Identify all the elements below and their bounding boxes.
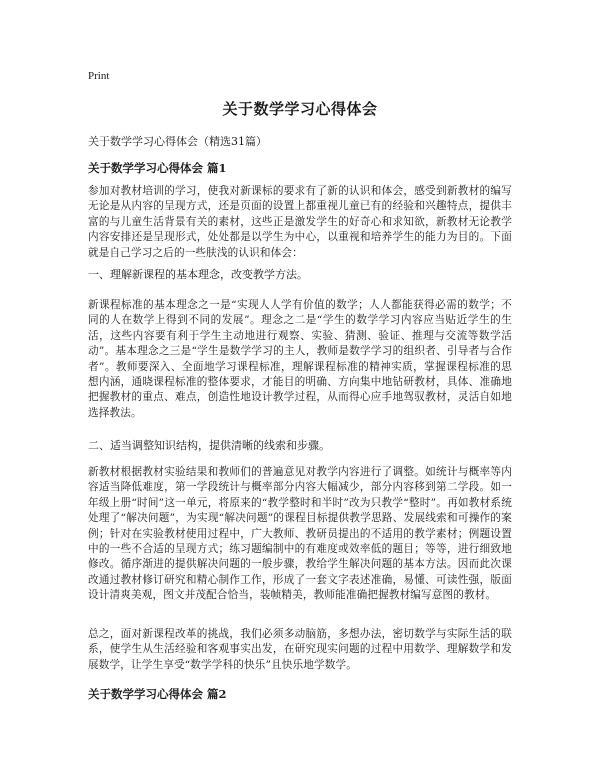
conclusion-paragraph: 总之，面对新课程改革的挑战，我们必须多动脑筋，多想办法，密切数学与实际生活的联系，使学生从生活经验和客观事实出发，在研究现实问题的过程中用数学、理解数学和发展数学，让学生享受“数学学科的快乐”且快乐地学数学。 bbox=[88, 628, 512, 671]
print-link[interactable]: Print bbox=[88, 70, 110, 82]
section-heading-2: 关于数学学习心得体会 篇2 bbox=[88, 687, 227, 701]
section-heading-1: 关于数学学习心得体会 篇1 bbox=[88, 161, 227, 175]
point-1-heading: 一、理解新课程的基本理念，改变教学方法。 bbox=[88, 268, 308, 281]
point-2-heading: 二、适当调整知识结构，提供清晰的线索和步骤。 bbox=[88, 439, 330, 452]
intro-paragraph: 参加对教材培训的学习，使我对新课标的要求有了新的认识和体会，感受到新教材的编写无论是从内容的呈现方式，还是页面的设置上都重视儿童已有的经验和兴趣特点，提供丰富的与儿童生活背景有关的素材，这些正是激发学生的好奇心和求知欲，新教材无论教学内容安排还是呈现形式，处处都是以学生为中心，以重视和培养学生的能力为目的。下面就是自己学习之后的一些肤浅的认识和体会： bbox=[88, 185, 512, 259]
point-2-paragraph: 新教材根据教材实验结果和教师们的普遍意见对教学内容进行了调整。如统计与概率等内容适当降低难度，第一学段统计与概率部分内容大幅减少，部分内容移到第二学段。如一年级上册“时间”这一单元，将原来的“教学整时和半时”改为只教学“整时”。再如教材系统处理了“解决问题”，为实现“解决问题”的课程目标提供教学思路、发展线索和可操作的案例；针对在实验教材使用过程中，广大教师、教研员提出的不适用的教学素材；例题设置中的一些不合适的呈现方式；练习题编制中的有难度或效率低的题目；等等，进行细致地修改。循序渐进的提供解决问题的一般步骤，教给学生解决问题的基本方法。因而此次课改通过教材修订研究和精心制作工作，形成了一套文字表述准确，易懂、可读性强，版面设计清爽美观，图文并茂配合恰当，装帧精美，教师能准确把握教材编写意图的教材。 bbox=[88, 466, 512, 602]
document-subtitle: 关于数学学习心得体会（精选31篇） bbox=[88, 135, 267, 148]
point-1-paragraph: 新课程标准的基本理念之一是“实现人人学有价值的数学；人人都能获得必需的数学；不同的人在数学上得到不同的发展”。理念之二是“学生的数学学习内容应当贴近学生的生活，这些内容要有利于学生主动地进行观察、实验、猜测、验证、推理与交流等数学活动”。基本理念之三是“学生是数学学习的主人，教师是数学学习的组织者、引导者与合作者”。教师要深入、全面地学习课程标准，理解课程标准的精神实质，掌握课程标准的思想内涵，通晓课程标准的整体要求，才能目的明确、方向集中地钻研教材，具体、准确地把握教材的重点、难点，创造性地设计教学过程，从而得心应手地驾驭教材，灵活自如地选择教法。 bbox=[88, 299, 512, 419]
page-title: 关于数学学习心得体会 bbox=[222, 100, 378, 118]
